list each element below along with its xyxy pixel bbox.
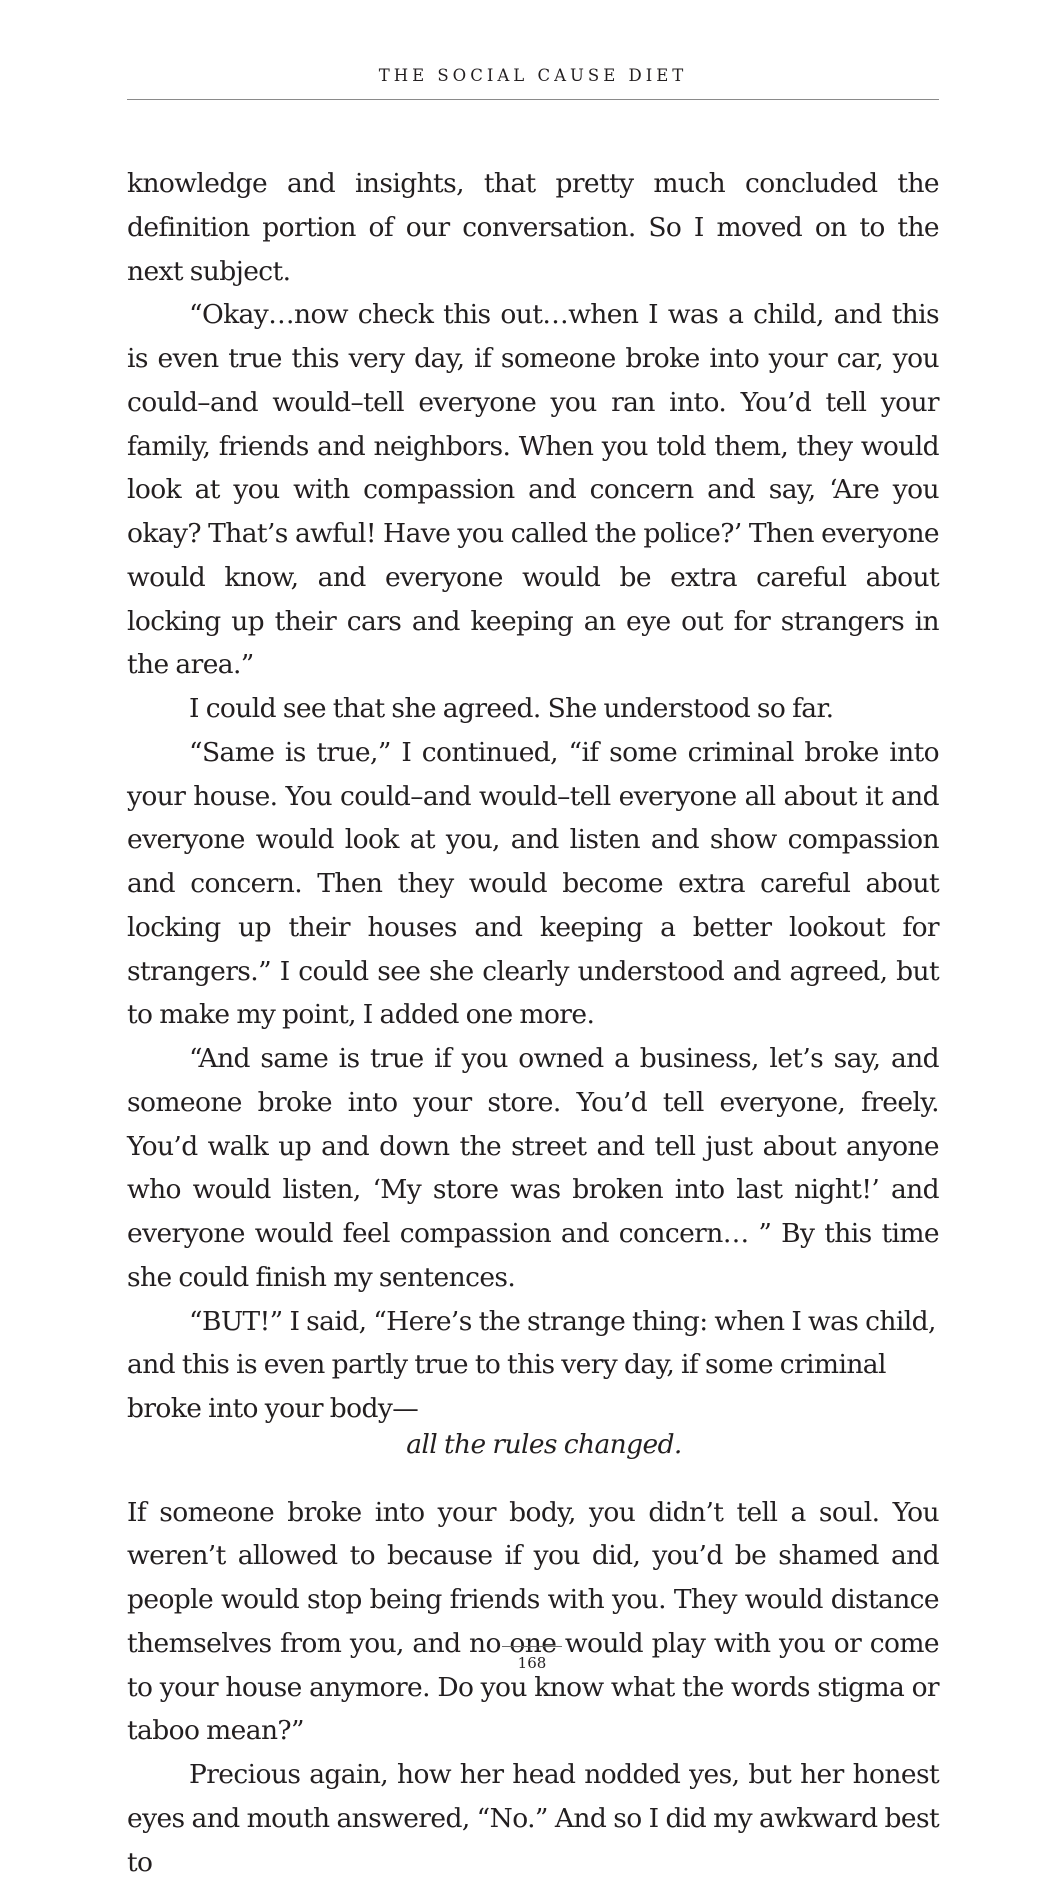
paragraph-8: Precious again, how her head nodded yes, but her honest eyes and mouth answered, “No.” And so I did my awkward best to	[127, 1759, 939, 1878]
paragraph-2: “Okay…now check this out…when I was a child, and this is even true this very day, if someone broke into your car, you could–and would–tell everyone you ran into. You’d tell your family, friends and neighbors. When you told them, they would look at you with compassion and concern and say, ‘Are you okay? That’s awful! Have you called the police?’ Then everyone would know, and everyone would be extra careful about locking up their cars and keeping an eye out for strangers in the area.”	[127, 299, 939, 681]
emphasized-line: all the rules changed.	[406, 1428, 682, 1460]
paragraph-6: “BUT!” I said, “Here’s the strange thing: when I was child, and this is even partly true to this very day, if some criminal broke into your body—	[127, 1305, 936, 1424]
page-body	[127, 162, 939, 1884]
paragraph-7: If someone broke into your body, you didn’t tell a soul. You weren’t allowed to because if you did, you’d be shamed and people would stop being friends with you. They would distance themselves from you, and no one would play with you or come to your house anymore. Do you know what the words stigma or taboo mean?”	[127, 1496, 939, 1747]
paragraph-1: knowledge and insights, that pretty much concluded the definition portion of our conversation. So I moved on to the next subject.	[127, 168, 939, 287]
paragraph-4: “Same is true,” I continued, “if some criminal broke into your house. You could–and would–tell everyone all about it and everyone would look at you, and listen and show compassion and concern. Then they would become extra careful about locking up their houses and keeping a better lookout for strangers.” I could see she clearly understood and agreed, but to make my point, I added one more.	[127, 736, 939, 1031]
page-number: 168	[517, 1654, 547, 1672]
running-head-title: THE SOCIAL CAUSE DIET	[378, 66, 688, 85]
header-divider	[127, 99, 939, 100]
paragraph-5: “And same is true if you owned a business, let’s say, and someone broke into your store. You’d tell everyone, freely. You’d walk up and down the street and tell just about anyone who would listen, ‘My store was broken into last night!’ and everyone would feel compassion and concern… ” By this time she could finish my sentences.	[127, 1043, 939, 1293]
footer-divider	[502, 1646, 562, 1647]
paragraph-3: I could see that she agreed. She understood so far.	[189, 693, 834, 724]
